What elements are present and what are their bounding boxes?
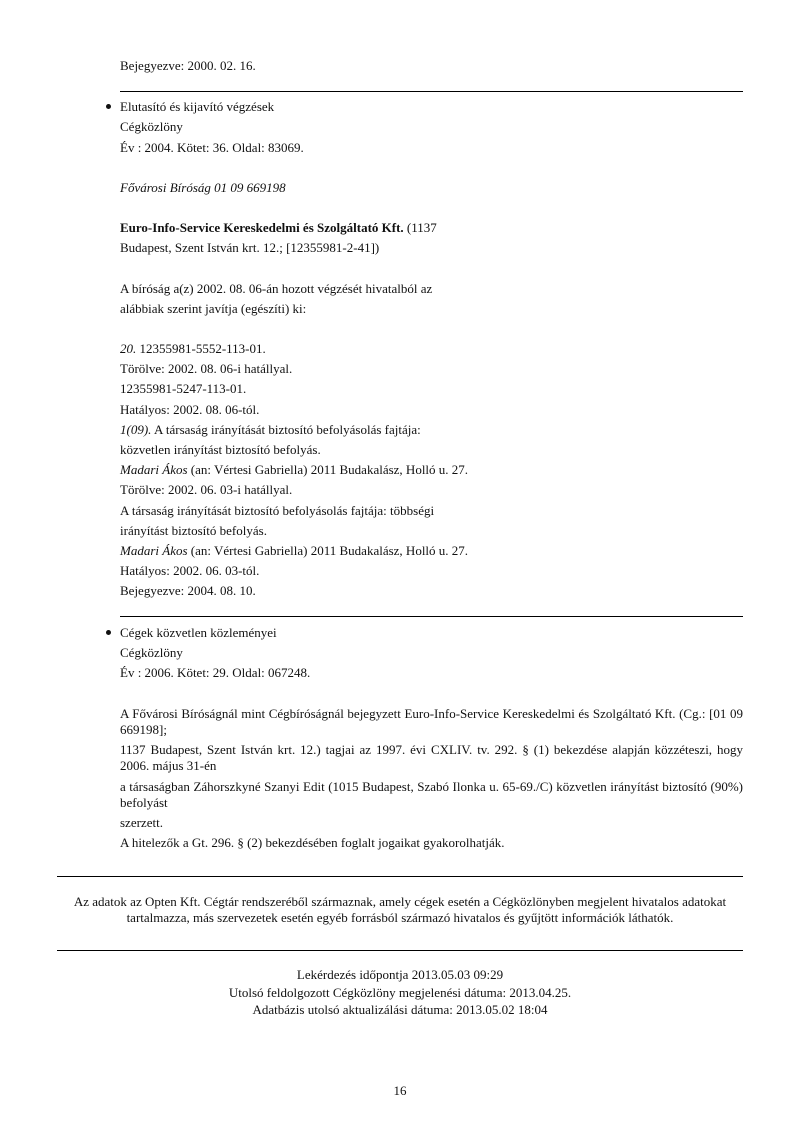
registered-date: Bejegyezve: 2004. 08. 10. xyxy=(120,583,256,598)
item-value: 12355981-5552-113-01. xyxy=(139,341,266,356)
notice-paragraph: A hitelezők a Gt. 296. § (2) bekezdésében foglalt jogaikat gyakorolhatják. xyxy=(120,835,505,850)
notice-paragraph: A Fővárosi Bíróságnál mint Cégbíróságnál bejegyzett Euro-Info-Service Kereskedelmi és Szolgáltató Kft. (Cg.: [01 09 669198]; xyxy=(120,706,743,737)
deleted-line: Törölve: 2002. 08. 06-i hatállyal. xyxy=(120,361,293,376)
footer-divider xyxy=(57,876,743,877)
person-name: Madari Ákos xyxy=(120,462,188,477)
section-divider xyxy=(120,91,743,92)
item-1-09 xyxy=(120,422,421,438)
item-number: 20. xyxy=(120,341,137,356)
intro-line-2: alábbiak szerint javítja (egészíti) ki: xyxy=(120,301,307,316)
influence-line: közvetlen irányítást biztosító befolyás. xyxy=(120,442,321,457)
section-divider xyxy=(120,616,743,617)
company-address: Budapest, Szent István krt. 12.; [12355981-2-41]) xyxy=(120,240,380,255)
effective-line: Hatályos: 2002. 06. 03-tól. xyxy=(120,563,260,578)
section-title: Elutasító és kijavító végzések xyxy=(120,99,275,114)
company-name: Euro-Info-Service Kereskedelmi és Szolgáltató Kft. xyxy=(120,220,404,235)
company-line-1 xyxy=(120,220,437,236)
item-20 xyxy=(120,341,266,357)
effective-line: Hatályos: 2002. 08. 06-tól. xyxy=(120,402,260,417)
influence-line: A társaság irányítását biztosító befolyásolás fajtája: többségi xyxy=(120,503,435,518)
company-address-start: (1137 xyxy=(406,220,437,235)
section-title: Cégek közvetlen közleményei xyxy=(120,625,277,640)
registered-date: Bejegyezve: 2000. 02. 16. xyxy=(120,58,256,73)
person-line xyxy=(120,543,468,559)
item-value: A társaság irányítását biztosító befolyásolás fajtája: xyxy=(153,422,421,437)
item-number: 1(09). xyxy=(120,422,152,437)
section-source: Cégközlöny xyxy=(120,645,183,660)
section-source: Cégközlöny xyxy=(120,119,183,134)
account-line: 12355981-5247-113-01. xyxy=(120,381,247,396)
intro-line-1: A bíróság a(z) 2002. 08. 06-án hozott végzését hivatalból az xyxy=(120,281,433,296)
person-detail: (an: Vértesi Gabriella) 2011 Budakalász, Holló u. 27. xyxy=(190,462,469,477)
notice-paragraph: szerzett. xyxy=(120,815,163,830)
disclaimer: Az adatok az Opten Kft. Cégtár rendszeréből származnak, amely cégek esetén a Cégközlönyben megjelent hivatalos adatokat tartalmazza, más szervezetek esetén egyéb forrásból származó hivatalos és gyűjtött információk láthatók. xyxy=(73,894,727,925)
influence-line: irányítást biztosító befolyás. xyxy=(120,523,267,538)
notice-paragraph: a társaságban Záhorszkyné Szanyi Edit (1015 Budapest, Szabó Ilonka u. 65-69./C) közvetlen irányítást biztosító (90%) befolyást xyxy=(120,779,743,810)
section-ref: Év : 2004. Kötet: 36. Oldal: 83069. xyxy=(120,140,304,155)
deleted-line: Törölve: 2002. 06. 03-i hatállyal. xyxy=(120,482,293,497)
last-gazette-date: Utolsó feldolgozott Cégközlöny megjelenési dátuma: 2013.04.25. xyxy=(228,985,572,1000)
court-reference: Fővárosi Bíróság 01 09 669198 xyxy=(120,180,286,195)
bullet-icon xyxy=(106,630,111,635)
page-number: 16 xyxy=(393,1083,407,1098)
query-time: Lekérdezés időpontja 2013.05.03 09:29 xyxy=(296,967,504,982)
footer-divider xyxy=(57,950,743,951)
section-ref: Év : 2006. Kötet: 29. Oldal: 067248. xyxy=(120,665,311,680)
person-detail: (an: Vértesi Gabriella) 2011 Budakalász, Holló u. 27. xyxy=(190,543,469,558)
person-name: Madari Ákos xyxy=(120,543,188,558)
db-update-date: Adatbázis utolsó aktualizálási dátuma: 2013.05.02 18:04 xyxy=(252,1002,548,1017)
person-line xyxy=(120,462,468,478)
notice-paragraph: 1137 Budapest, Szent István krt. 12.) tagjai az 1997. évi CXLIV. tv. 292. § (1) bekezdése alapján közzéteszi, hogy 2006. május 31-én xyxy=(120,742,743,773)
bullet-icon xyxy=(106,104,111,109)
